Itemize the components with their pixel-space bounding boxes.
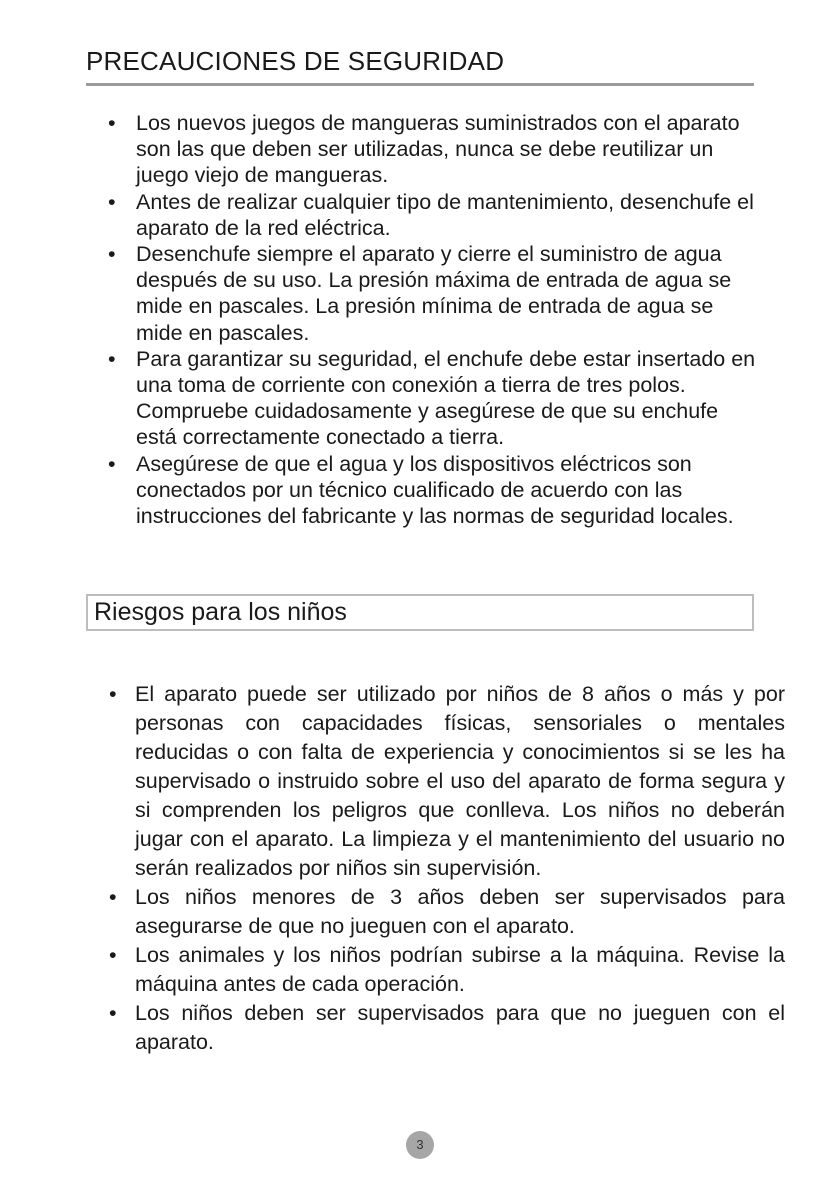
page-number: 3 [406, 1131, 434, 1159]
list-item [109, 680, 785, 883]
list-item-text: Los niños deben ser supervisados para que no jueguen con el aparato. [135, 1001, 785, 1054]
list-item [109, 941, 785, 999]
section-heading-box [86, 594, 754, 631]
list-item-text: Desenchufe siempre el aparato y cierre el suministro de agua después de su uso. La presión máxima de entrada de agua se mide en pascales. La presión mínima de entrada de agua se mide en pascales. [136, 242, 732, 345]
list-item-text: El aparato puede ser utilizado por niños de 8 años o más y por personas con capacidades físicas, sensoriales o mentales reducidas o con falta de experiencia y conocimientos si se les ha supervisado o instruido sobre el uso del aparato de forma segura y si comprenden los peligros que conlleva. Los niños no deberán jugar con el aparato. La limpieza y el mantenimiento del usuario no serán realizados por niños sin supervisión. [135, 682, 785, 880]
list-item [108, 189, 756, 241]
list-item-text: Antes de realizar cualquier tipo de mantenimiento, desenchufe el aparato de la red eléctrica. [136, 189, 754, 240]
bullet-icon: • [108, 111, 116, 135]
list-item-text: Para garantizar su seguridad, el enchufe debe estar insertado en una toma de corriente con conexión a tierra de tres polos. Compruebe cuidadosamente y asegúrese de que su enchufe está correctamente conectado a tierra. [136, 346, 756, 450]
page-title: PRECAUCIONES DE SEGURIDAD [86, 46, 505, 76]
bullet-icon: • [109, 1001, 117, 1025]
list-item-text: Los animales y los niños podrían subirse a la máquina. Revise la máquina antes de cada operación. [135, 943, 785, 996]
list-item [108, 451, 756, 530]
safety-precautions-list [108, 110, 756, 529]
bullet-icon: • [108, 189, 116, 214]
bullet-icon: • [109, 682, 117, 706]
list-item [108, 346, 756, 451]
list-item [108, 110, 756, 189]
list-item-text: Los niños menores de 3 años deben ser supervisados para asegurarse de que no jueguen con el aparato. [135, 885, 785, 938]
bullet-icon: • [108, 346, 116, 371]
bullet-icon: • [108, 242, 116, 267]
bullet-icon: • [108, 451, 116, 476]
bullet-icon: • [109, 885, 117, 909]
bullet-icon: • [109, 943, 117, 967]
list-item-text: Asegúrese de que el agua y los dispositivos eléctricos son conectados por un técnico cualificado de acuerdo con las instrucciones del fabricante y las normas de seguridad locales. [136, 451, 734, 529]
list-item-text: Los nuevos juegos de mangueras suministrados con el aparato son las que deben ser utilizadas, nunca se debe reutilizar un juego viejo de mangueras. [136, 111, 740, 188]
list-item [108, 241, 756, 346]
list-item [109, 883, 785, 941]
list-item [109, 999, 785, 1057]
title-divider [86, 83, 754, 86]
section-heading: Riesgos para los niños [94, 598, 347, 626]
child-risks-list [109, 680, 785, 1057]
